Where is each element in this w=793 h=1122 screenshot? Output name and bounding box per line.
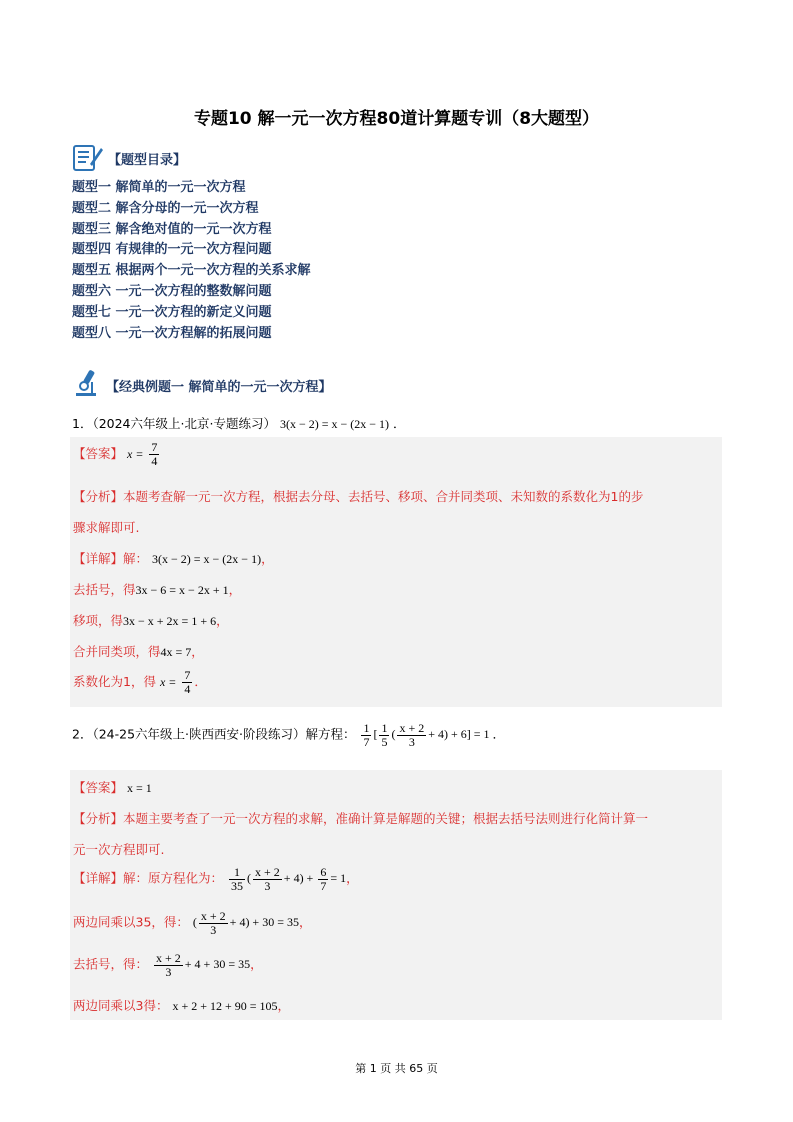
analysis-label: 【分析】 xyxy=(73,489,124,504)
toc-list xyxy=(72,178,311,344)
solution-box-1 xyxy=(70,437,722,707)
step-line: 移项，得3x − x + 2x = 1 + 6， xyxy=(73,613,229,628)
detail-line: 【详解】解： 3(x − 2) = x − (2x − 1)， xyxy=(73,551,274,566)
page-number: 第 1 页 共 65 页 xyxy=(355,1062,438,1075)
analysis-line: 【分析】本题考查解一元一次方程，根据去分母、去括号、移项、合并同类项、未知数的系数化为1的步 xyxy=(73,489,644,504)
question-1: 1．（2024六年级上·北京·专题练习） 3(x − 2) = x − (2x − 1) ． xyxy=(72,416,406,431)
detail-label: 【详解】 xyxy=(73,870,124,886)
analysis-line: 元一次方程即可. xyxy=(73,842,165,857)
step-line: 合并同类项，得4x = 7， xyxy=(73,644,204,659)
question-2-source: 2．（24-25六年级上·陕西西安·阶段练习）解方程： xyxy=(72,726,356,742)
toc-item[interactable]: 题型四 有规律的一元一次方程问题 xyxy=(72,242,272,258)
answer-label: 【答案】 xyxy=(73,780,124,795)
step-line: 两边同乘以35，得： ( $\frac{x + 2}{3}$ + 4) + 30 = 35， xyxy=(73,909,312,938)
step-line: 系数化为1，得 x = $\frac{7}{4}$ ． xyxy=(73,668,207,697)
question-2: 2．（24-25六年级上·陕西西安·阶段练习）解方程： $\frac{1}{7}$ [ $\frac{1}{5}$ ( $\frac{x + 2}{3}$ + 4) + 6] = 1 ． xyxy=(72,721,506,750)
solution-box-2 xyxy=(70,770,722,1020)
section-heading: 【经典例题一 解简单的一元一次方程】 xyxy=(106,380,332,395)
detail-label: 【详解】 xyxy=(73,551,124,566)
toc-item[interactable]: 题型一 解简单的一元一次方程 xyxy=(72,180,246,195)
analysis-line: 【分析】本题主要考查了一元一次方程的求解，准确计算是解题的关键；根据去括号法则进行化简计算一 xyxy=(73,811,649,826)
checklist-pencil-icon xyxy=(72,142,104,172)
analysis-label: 【分析】 xyxy=(73,811,124,826)
toc-item[interactable]: 题型七 一元一次方程的新定义问题 xyxy=(72,304,272,320)
detail-line: 【详解】解：原方程化为： $\frac{1}{35}$ ( $\frac{x + 2}{3}$ + 4) + $\frac{6}{7}$ = 1， xyxy=(73,865,359,894)
toc-item[interactable]: 题型三 解含绝对值的一元一次方程 xyxy=(72,221,272,237)
step-line: 去括号，得3x − 6 = x − 2x + 1， xyxy=(73,582,242,597)
toc-item[interactable]: 题型八 一元一次方程解的拓展问题 xyxy=(72,325,272,341)
answer-row: 【答案】 x = 1 xyxy=(73,780,152,795)
question-2-equation: $\frac{1}{7}$ [ $\frac{1}{5}$ ( $\frac{x + 2}{3}$ + 4) + 6] = 1 xyxy=(363,721,493,750)
step-line: 两边同乘以3得： x + 2 + 12 + 90 = 105， xyxy=(73,998,291,1013)
toc-item[interactable]: 题型六 一元一次方程的整数解问题 xyxy=(72,283,272,299)
question-1-source: 1．（2024六年级上·北京·专题练习） xyxy=(72,416,276,431)
page-title: 专题10 解一元一次方程80道计算题专训（8大题型） xyxy=(193,109,600,129)
answer-label: 【答案】 xyxy=(73,446,124,462)
toc-item[interactable]: 题型五 根据两个一元一次方程的关系求解 xyxy=(72,263,311,279)
analysis-line: 骤求解即可. xyxy=(73,520,140,535)
microscope-icon xyxy=(72,368,102,398)
answer-fraction: $\frac{7}{4}$ xyxy=(151,440,158,469)
question-1-equation: 3(x − 2) = x − (2x − 1) xyxy=(279,417,390,431)
step-line: 去括号，得： $\frac{x + 2}{3}$ + 4 + 30 = 35， xyxy=(73,951,263,980)
toc-heading: 【题型目录】 xyxy=(108,153,187,168)
answer-row: 【答案】 x = $\frac{7}{4}$ xyxy=(73,440,158,469)
toc-item[interactable]: 题型二 解含分母的一元一次方程 xyxy=(72,200,259,216)
